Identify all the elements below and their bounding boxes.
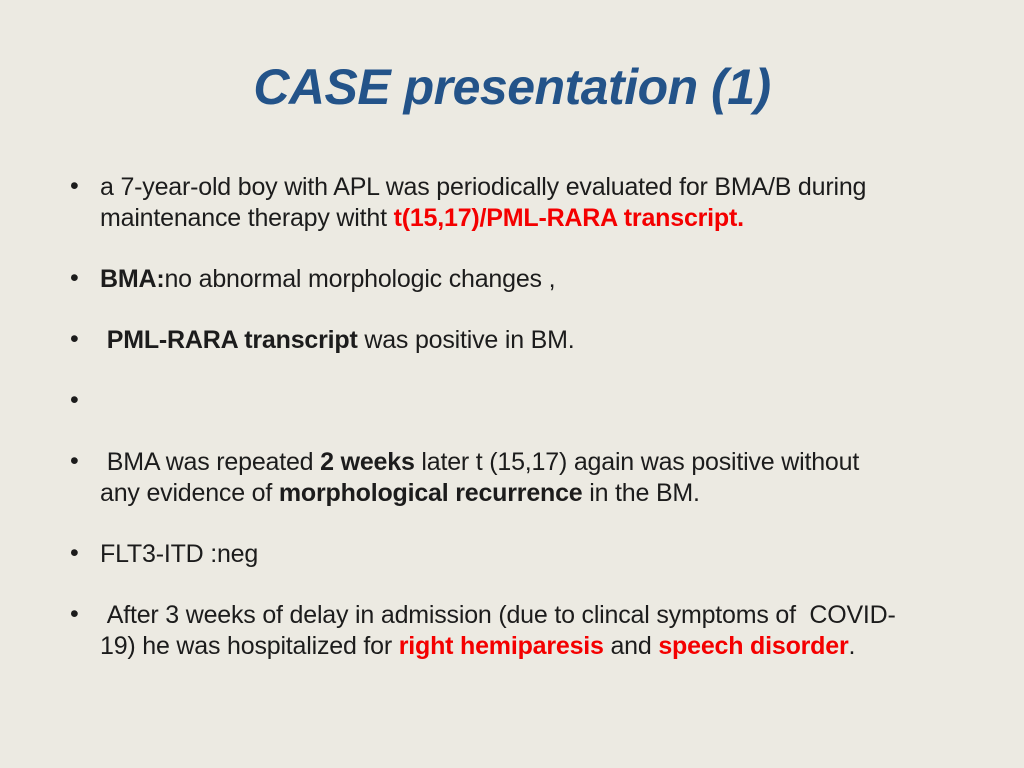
bullet-item-5: [68, 447, 900, 509]
bullet-icon: •: [70, 264, 79, 292]
bullet-5-segment-normal-c: in the BM.: [582, 479, 700, 507]
bullet-1-segment-red: t(15,17)/PML-RARA transcript.: [393, 204, 744, 232]
bullet-icon: •: [70, 447, 79, 475]
bullet-text: [100, 265, 555, 293]
bullet-5-segment-normal-a: BMA was repeated: [100, 448, 321, 476]
bullet-2-segment-bold: BMA:: [100, 265, 165, 293]
bullet-icon: •: [70, 386, 79, 414]
bullet-3-segment-normal-b: was positive in BM.: [357, 326, 575, 354]
bullet-icon: •: [70, 172, 79, 200]
slide-title: CASE presentation (1): [253, 59, 771, 115]
bullet-7-segment-red-b: speech disorder: [658, 632, 849, 660]
bullet-text: [100, 173, 873, 232]
bullet-5-segment-bold-a: 2 weeks: [320, 448, 415, 476]
bullet-item-6: [68, 539, 900, 570]
bullet-item-1: [68, 172, 900, 234]
bullet-text: [100, 326, 575, 354]
bullet-text: [100, 448, 866, 507]
bullet-item-7: [68, 600, 900, 662]
bullet-icon: •: [70, 600, 79, 628]
bullet-5-segment-normal-b: later t (15,17) again was positive without any evidence of: [100, 448, 866, 507]
bullet-item-2: [68, 264, 900, 295]
bullet-3-segment-bold: PML-RARA transcript: [106, 326, 358, 354]
bullet-7-segment-normal-a: After 3 weeks of delay in admission (due to clincal symptoms of COVID-19) he was hospitalized for: [100, 601, 896, 660]
bullet-icon: •: [70, 325, 79, 353]
bullet-text: [100, 601, 896, 660]
bullet-2-segment-normal: no abnormal morphologic changes ,: [164, 265, 556, 293]
bullet-7-segment-normal-c: .: [848, 632, 856, 660]
bullet-item-3: [68, 325, 900, 356]
bullet-7-segment-normal-b: and: [603, 632, 659, 660]
bullet-5-segment-bold-b: morphological recurrence: [278, 479, 583, 507]
bullet-text: [100, 540, 258, 568]
bullet-1-segment-normal: a 7-year-old boy with APL was periodically evaluated for BMA/B during maintenance therapy witht: [100, 173, 873, 232]
bullet-3-segment-normal-a: [100, 326, 107, 354]
bullet-list: [0, 172, 900, 662]
bullet-6-segment-normal: FLT3-ITD :neg: [100, 540, 259, 568]
bullet-icon: •: [70, 539, 79, 567]
bullet-7-segment-red-a: right hemiparesis: [398, 632, 604, 660]
bullet-item-4-empty: [68, 386, 900, 417]
